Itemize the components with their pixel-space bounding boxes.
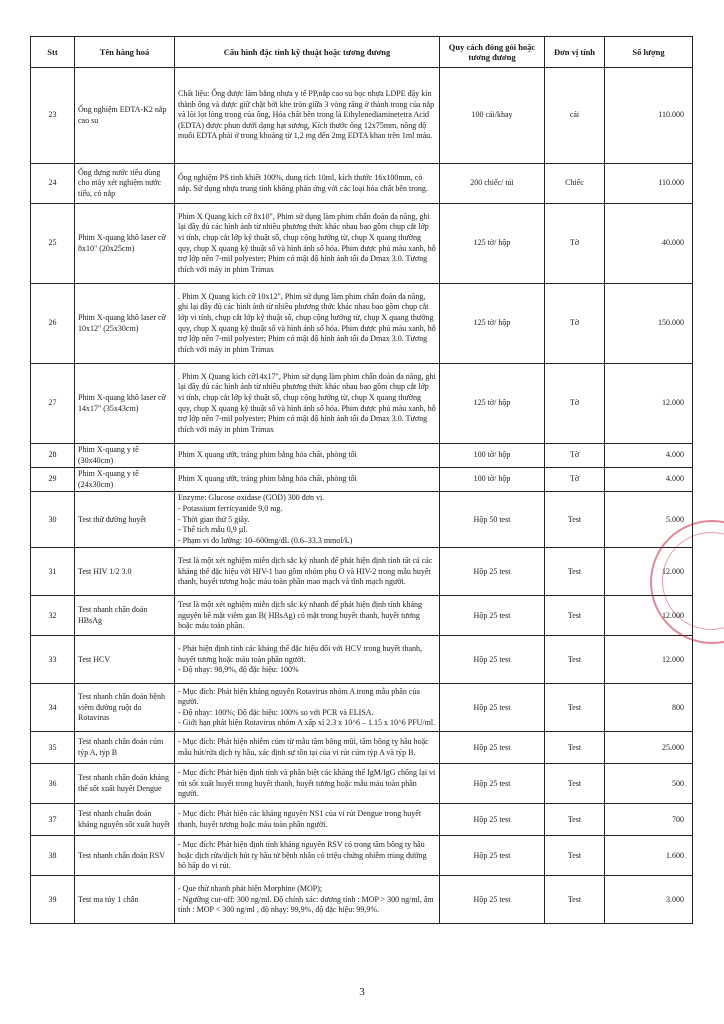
cell-spec: Phim X Quang kích cỡ 8x10", Phim sử dụng làm phim chẩn đoán đa năng, ghi lại đầy đủ các hình ảnh từ nhiều phương thức khác nhau bao gồm chụp cắt lớp vi tính, chụp cắt lớp kỹ thuật số, chụp cộng hưởng từ, chụp X quang thường quy, chụp X quang kỹ thuật số và hình ảnh số hóa. Phim được phủ màu xanh, hỗ trợ lớp nền 7-mil polyester; Phim có mật độ hình ảnh tối đa Dmax 3.0. Tương thích với máy in phim Trimax — [175, 204, 440, 284]
header-stt: Stt — [31, 37, 75, 68]
cell-qty: 4.000 — [605, 468, 693, 492]
cell-qty: 12.000 — [605, 548, 693, 596]
cell-spec: - Mục đích: Phát hiện kháng nguyên Rotavirus nhóm A trong mẫu phân của người. - Độ nhạy: 100%; Độ đặc hiệu: 100% so với PCR và ELISA. - Giới hạn phát hiện Rotavirus nhóm A xấp xỉ 2.3 x 10^6 – 1.15 x 10^6 PFU/ml. — [175, 684, 440, 732]
cell-name: Phim X-quang khô laser cỡ 14x17" (35x43cm) — [75, 364, 175, 444]
cell-stt: 24 — [31, 164, 75, 204]
cell-unit: Test — [545, 764, 605, 804]
cell-pack: Hộp 25 test — [440, 876, 545, 924]
header-name: Tên hàng hoá — [75, 37, 175, 68]
table-row — [31, 364, 693, 444]
cell-stt: 37 — [31, 804, 75, 836]
table-row — [31, 68, 693, 164]
cell-pack: Hộp 25 test — [440, 804, 545, 836]
cell-name: Test HIV 1/2 3.0 — [75, 548, 175, 596]
cell-unit: Test — [545, 636, 605, 684]
cell-qty: 12.000 — [605, 636, 693, 684]
table-row — [31, 732, 693, 764]
cell-stt: 39 — [31, 876, 75, 924]
cell-spec: - Que thử nhanh phát hiện Morphine (MOP); - Ngưỡng cut-off: 300 ng/ml. Độ chính xác: dương tính : MOP > 300 ng/ml, âm tính : MOP < 300 ng/ml , độ nhạy: 99,9%, độ đặc hiệu: 99,9%. — [175, 876, 440, 924]
cell-stt: 28 — [31, 444, 75, 468]
table-body — [31, 68, 693, 924]
cell-stt: 34 — [31, 684, 75, 732]
cell-qty: 1.600 — [605, 836, 693, 876]
cell-pack: Hộp 25 test — [440, 636, 545, 684]
cell-name: Test thử đường huyết — [75, 492, 175, 548]
table-row — [31, 596, 693, 636]
cell-spec: . Phim X Quang kích cỡ14x17", Phim sử dụng làm phim chẩn đoán đa năng, ghi lại đầy đủ các hình ảnh từ nhiều phương thức khác nhau bao gồm chụp cắt lớp vi tính, chụp cắt lớp kỹ thuật số, chụp cộng hưởng từ, chụp X quang thường quy, chụp X quang kỹ thuật số và hình ảnh số hóa. Phim được phủ màu xanh, hỗ trợ lớp nền 7-mil polyester; Phim có mật độ hình ảnh tối đa Dmax 3.0. Tương thích với máy in phim Trimax — [175, 364, 440, 444]
cell-pack: 100 tờ/ hộp — [440, 444, 545, 468]
cell-pack: Hộp 25 test — [440, 836, 545, 876]
cell-spec: . Phim X Quang kích cỡ 10x12", Phim sử dụng làm phim chẩn đoán đa năng, ghi lại đầy đủ các hình ảnh từ nhiều phương thức khác nhau bao gồm chụp cắt lớp vi tính, chụp cắt lớp kỹ thuật số, chụp cộng hưởng từ, chụp X quang thường quy, chụp X quang kỹ thuật số và hình ảnh số hóa. Phim được phủ màu xanh, hỗ trợ lớp nền 7-mil polyester; Phim có mật độ hình ảnh tối đa Dmax 3.0. Tương thích với máy in phim Trimax — [175, 284, 440, 364]
cell-stt: 32 — [31, 596, 75, 636]
cell-spec: Chất liệu: Ống được làm bằng nhựa y tế PP,nắp cao su bọc nhựa LDPE đậy kín thành ống và được giữ chặt bởi khe tròn giữa 3 vòng răng ở thành trong của nắp và lõi lọt lòng trong của ống, Hóa chất bên trong là Ethylenediaminetetra Acid (EDTA) được phun dưới dạng hạt sương, Kích thước ống 12x75mm, nồng độ muối EDTA phải ở trong khoảng từ 1,2 mg đến 2mg EDTA khan trên 1ml máu. — [175, 68, 440, 164]
cell-qty: 5.000 — [605, 492, 693, 548]
cell-qty: 110.000 — [605, 68, 693, 164]
cell-name: Test nhanh chẩn đoán bệnh viêm đường ruột do Rotavirus — [75, 684, 175, 732]
cell-stt: 33 — [31, 636, 75, 684]
cell-unit: Tờ — [545, 204, 605, 284]
cell-name: Phim X-quang khô laser cỡ 10x12" (25x30cm) — [75, 284, 175, 364]
table-row — [31, 684, 693, 732]
cell-unit: Test — [545, 836, 605, 876]
cell-pack: 100 cái/khay — [440, 68, 545, 164]
cell-spec: Ống nghiệm PS tinh khiết 100%, dung tích 10ml, kích thước 16x100mm, có nắp. Sử dụng nhựa trung tính không phản ứng với các loại hóa chất bên trong. — [175, 164, 440, 204]
cell-unit: Tờ — [545, 444, 605, 468]
cell-name: Test HCV — [75, 636, 175, 684]
table-row — [31, 764, 693, 804]
cell-unit: Test — [545, 876, 605, 924]
cell-unit: Test — [545, 492, 605, 548]
cell-qty: 500 — [605, 764, 693, 804]
cell-name: Ống đựng nước tiểu dùng cho máy xét nghiệm nước tiểu, có nắp — [75, 164, 175, 204]
cell-pack: Hộp 25 test — [440, 684, 545, 732]
table-row — [31, 284, 693, 364]
cell-name: Ống nghiệm EDTA-K2 nắp cao su — [75, 68, 175, 164]
cell-qty: 40.000 — [605, 204, 693, 284]
cell-name: Phim X-quang y tế (24x30cm) — [75, 468, 175, 492]
cell-pack: 100 tờ/ hộp — [440, 468, 545, 492]
cell-spec: - Mục đích: Phát hiện định tính kháng nguyên RSV có trong tăm bông tỵ hầu hoặc dịch rửa/dịch hút tỵ hầu từ bệnh nhân có triệu chứng nhiễm trùng đường hô hấp do vi rút. — [175, 836, 440, 876]
cell-stt: 27 — [31, 364, 75, 444]
cell-pack: 200 chiếc/ túi — [440, 164, 545, 204]
cell-pack: Hộp 25 test — [440, 764, 545, 804]
cell-name: Test ma túy 1 chân — [75, 876, 175, 924]
cell-name: Test nhanh chẩn đoán kháng thể sốt xuất huyết Dengue — [75, 764, 175, 804]
cell-name: Test nhanh chẩn đoán RSV — [75, 836, 175, 876]
cell-stt: 36 — [31, 764, 75, 804]
cell-name: Test nhanh chuẩn đoán kháng nguyên sốt xuất huyết — [75, 804, 175, 836]
cell-qty: 25.000 — [605, 732, 693, 764]
cell-pack: 125 tờ/ hộp — [440, 284, 545, 364]
cell-qty: 4.000 — [605, 444, 693, 468]
cell-stt: 30 — [31, 492, 75, 548]
table-row — [31, 836, 693, 876]
cell-spec: - Phát hiện định tính các kháng thể đặc hiệu đối với HCV trong huyết thanh, huyết tương hoặc máu toàn phần người. - Độ nhạy: 98,9%, độ đặc hiệu: 100% — [175, 636, 440, 684]
table-row — [31, 204, 693, 284]
items-table — [30, 36, 693, 924]
cell-qty: 12.000 — [605, 596, 693, 636]
cell-unit: cái — [545, 68, 605, 164]
table-row — [31, 492, 693, 548]
cell-stt: 25 — [31, 204, 75, 284]
table-row — [31, 444, 693, 468]
header-pack: Quy cách đóng gói hoặc tương đương — [440, 37, 545, 68]
cell-spec: Phim X quang ướt, tráng phim bằng hóa chất, phòng tối — [175, 444, 440, 468]
cell-unit: Test — [545, 548, 605, 596]
table-row — [31, 636, 693, 684]
table-row — [31, 164, 693, 204]
cell-unit: Test — [545, 804, 605, 836]
cell-qty: 110.000 — [605, 164, 693, 204]
cell-spec: Test là một xét nghiệm miễn dịch sắc ký nhanh để phát hiện định tính kháng nguyên bề mặt viêm gan B( HBsAg) có mặt trong huyết thanh, huyết tương hoặc máu toàn phần. — [175, 596, 440, 636]
cell-unit: Tờ — [545, 284, 605, 364]
cell-stt: 29 — [31, 468, 75, 492]
cell-spec: - Mục đích: Phát hiện các kháng nguyên NS1 của vi rút Dengue trong huyết thanh, huyết tương hoặc máu toàn phần người. — [175, 804, 440, 836]
table-row — [31, 804, 693, 836]
cell-unit: Test — [545, 684, 605, 732]
table-row — [31, 548, 693, 596]
cell-spec: - Mục đích: Phát hiện định tính và phân biệt các kháng thể IgM/IgG chống lại vi rút sốt xuất huyết trong huyết thanh, huyết tương hoặc mẫu máu toàn phần người. — [175, 764, 440, 804]
cell-name: Test nhanh chẩn đoán cúm týp A, týp B — [75, 732, 175, 764]
cell-spec: - Mục đích: Phát hiện nhiễm cúm từ mẫu tăm bông mũi, tăm bông tỵ hầu hoặc mẫu hút/rửa dịch tỵ hầu, xác định sự tồn tại của vi rút cúm týp A và týp B. — [175, 732, 440, 764]
cell-unit: Test — [545, 732, 605, 764]
cell-spec: Test là một xét nghiệm miễn dịch sắc ký nhanh để phát hiện định tính tất cả các kháng thể đặc hiệu với HIV-1 bao gồm nhóm phụ O và HIV-2 trong mẫu huyết thanh, huyết tương hoặc máu toàn phần mao mạch và tĩnh mạch người. — [175, 548, 440, 596]
header-qty: Số lượng — [605, 37, 693, 68]
cell-spec: Enzyme: Glucose oxidase (GOD) 300 đơn vị. - Potassium ferricyanide 9,0 mg. - Thời gian thử 5 giây. - Thể tích mẫu 0,9 µl. - Phạm vi đo lường: 10–600mg/dL (0.6–33.3 mmol/L) — [175, 492, 440, 548]
header-row — [31, 37, 693, 68]
cell-pack: Hộp 25 test — [440, 548, 545, 596]
header-unit: Đơn vị tính — [545, 37, 605, 68]
cell-qty: 150.000 — [605, 284, 693, 364]
cell-stt: 23 — [31, 68, 75, 164]
cell-pack: Hộp 25 test — [440, 596, 545, 636]
cell-pack: Hộp 50 test — [440, 492, 545, 548]
cell-pack: 125 tờ/ hộp — [440, 204, 545, 284]
cell-stt: 38 — [31, 836, 75, 876]
cell-unit: Test — [545, 596, 605, 636]
cell-stt: 26 — [31, 284, 75, 364]
cell-pack: 125 tờ/ hộp — [440, 364, 545, 444]
cell-unit: Chiếc — [545, 164, 605, 204]
cell-unit: Tờ — [545, 364, 605, 444]
table-row — [31, 468, 693, 492]
cell-pack: Hộp 25 test — [440, 732, 545, 764]
cell-name: Phim X-quang khô laser cỡ 8x10" (20x25cm) — [75, 204, 175, 284]
cell-spec: Phim X quang ướt, tráng phim bằng hóa chất, phòng tối — [175, 468, 440, 492]
header-spec: Cấu hình đặc tính kỹ thuật hoặc tương đương — [175, 37, 440, 68]
cell-qty: 800 — [605, 684, 693, 732]
cell-qty: 12.000 — [605, 364, 693, 444]
cell-stt: 35 — [31, 732, 75, 764]
cell-qty: 700 — [605, 804, 693, 836]
cell-qty: 3.000 — [605, 876, 693, 924]
cell-name: Phim X-quang y tế (30x40cm) — [75, 444, 175, 468]
cell-name: Test nhanh chẩn đoán HBsAg — [75, 596, 175, 636]
cell-unit: Tờ — [545, 468, 605, 492]
page-number: 3 — [359, 986, 365, 998]
cell-stt: 31 — [31, 548, 75, 596]
table-row — [31, 876, 693, 924]
